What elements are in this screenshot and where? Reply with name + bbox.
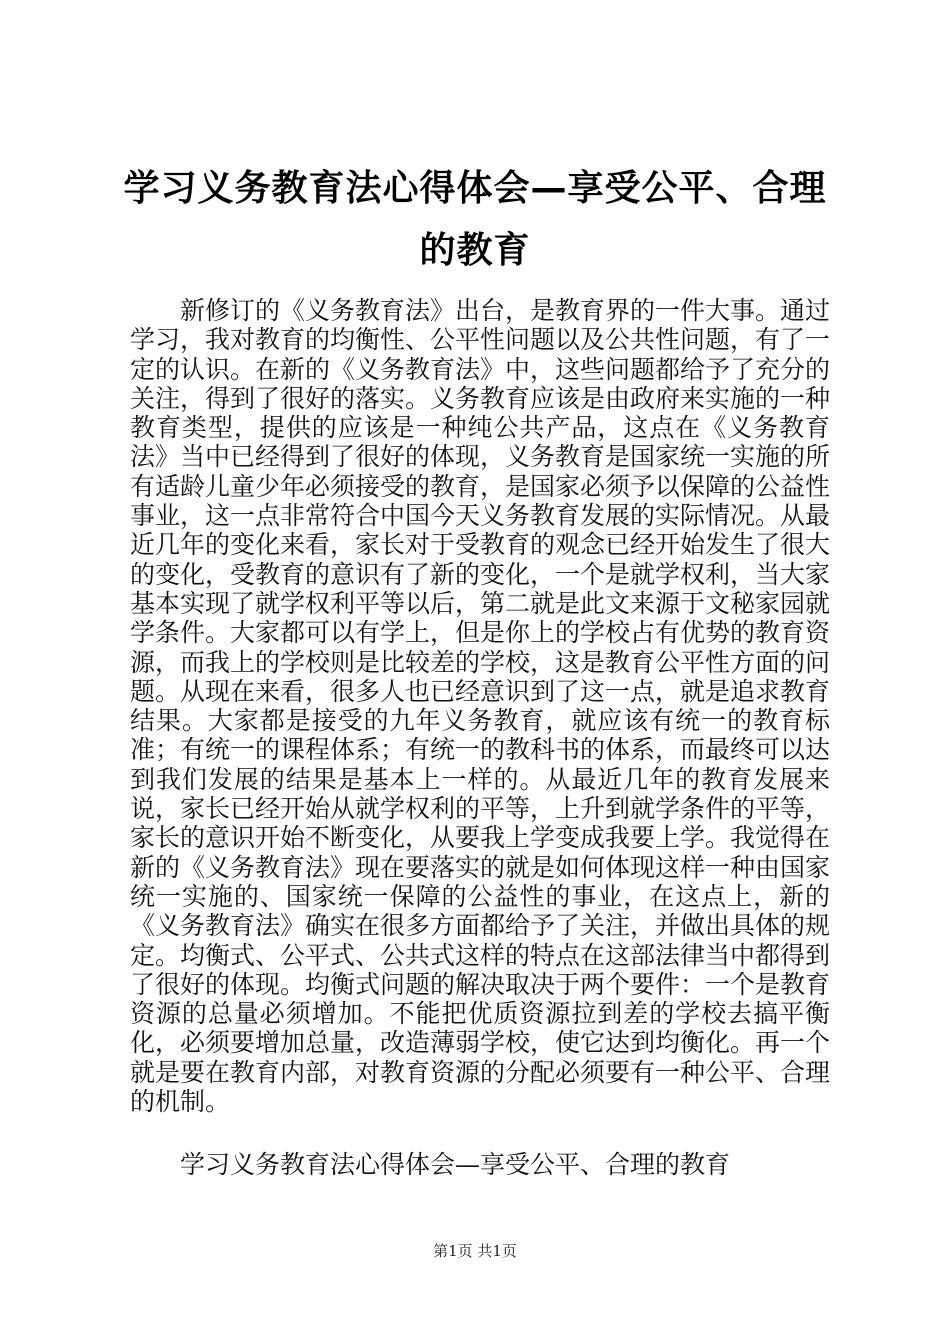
closing-line: 学习义务教育法心得体会—享受公平、合理的教育 (180, 1150, 731, 1179)
page-number-footer: 第1页 共1页 (433, 1242, 517, 1260)
document-title: 学习义务教育法心得体会—享受公平、合理的教育 (123, 168, 827, 271)
body-paragraph: 新修订的《义务教育法》出台，是教育界的一件大事。通过学习，我对教育的均衡性、公平性问题以及公共性问题，有了一定的认识。在新的《义务教育法》中，这些问题都给予了充分的关注，得到了很好的落实。义务教育应该是由政府来实施的一种教育类型，提供的应该是一种纯公共产品，这点在《义务教育法》当中已经得到了很好的体现，义务教育是国家统一实施的所有适龄儿童少年必须接受的教育，是国家必须予以保障的公益性事业，这一点非常符合中国今天义务教育发展的实际情况。从最近几年的变化来看，家长对于受教育的观念已经开始发生了很大的变化，受教育的意识有了新的变化，一个是就学权利，当大家基本实现了就学权利平等以后，第二就是此文来源于文秘家园就学条件。大家都可以有学上，但是你上的学校占有优势的教育资源，而我上的学校则是比较差的学校，这是教育公平性方面的问题。从现在来看，很多人也已经意识到了这一点，就是追求教育结果。大家都是接受的九年义务教育，就应该有统一的教育标准；有统一的课程体系；有统一的教科书的体系，而最终可以达到我们发展的结果是基本上一样的。从最近几年的教育发展来说，家长已经开始从就学权利的平等，上升到就学条件的平等，家长的意识开始不断变化，从要我上学变成我要上学。我觉得在新的《义务教育法》现在要落实的就是如何体现这样一种由国家统一实施的、国家统一保障的公益性的事业，在这点上，新的《义务教育法》确实在很多方面都给予了关注，并做出具体的规定。均衡式、公平式、公共式这样的特点在这部法律当中都得到了很好的体现。均衡式问题的解决取决于两个要件：一个是教育资源的总量必须增加。不能把优质资源拉到差的学校去搞平衡化，必须要增加总量，改造薄弱学校，使它达到均衡化。再一个就是要在教育内部，对教育资源的分配必须要有一种公平、合理的机制。 (130, 296, 831, 1117)
